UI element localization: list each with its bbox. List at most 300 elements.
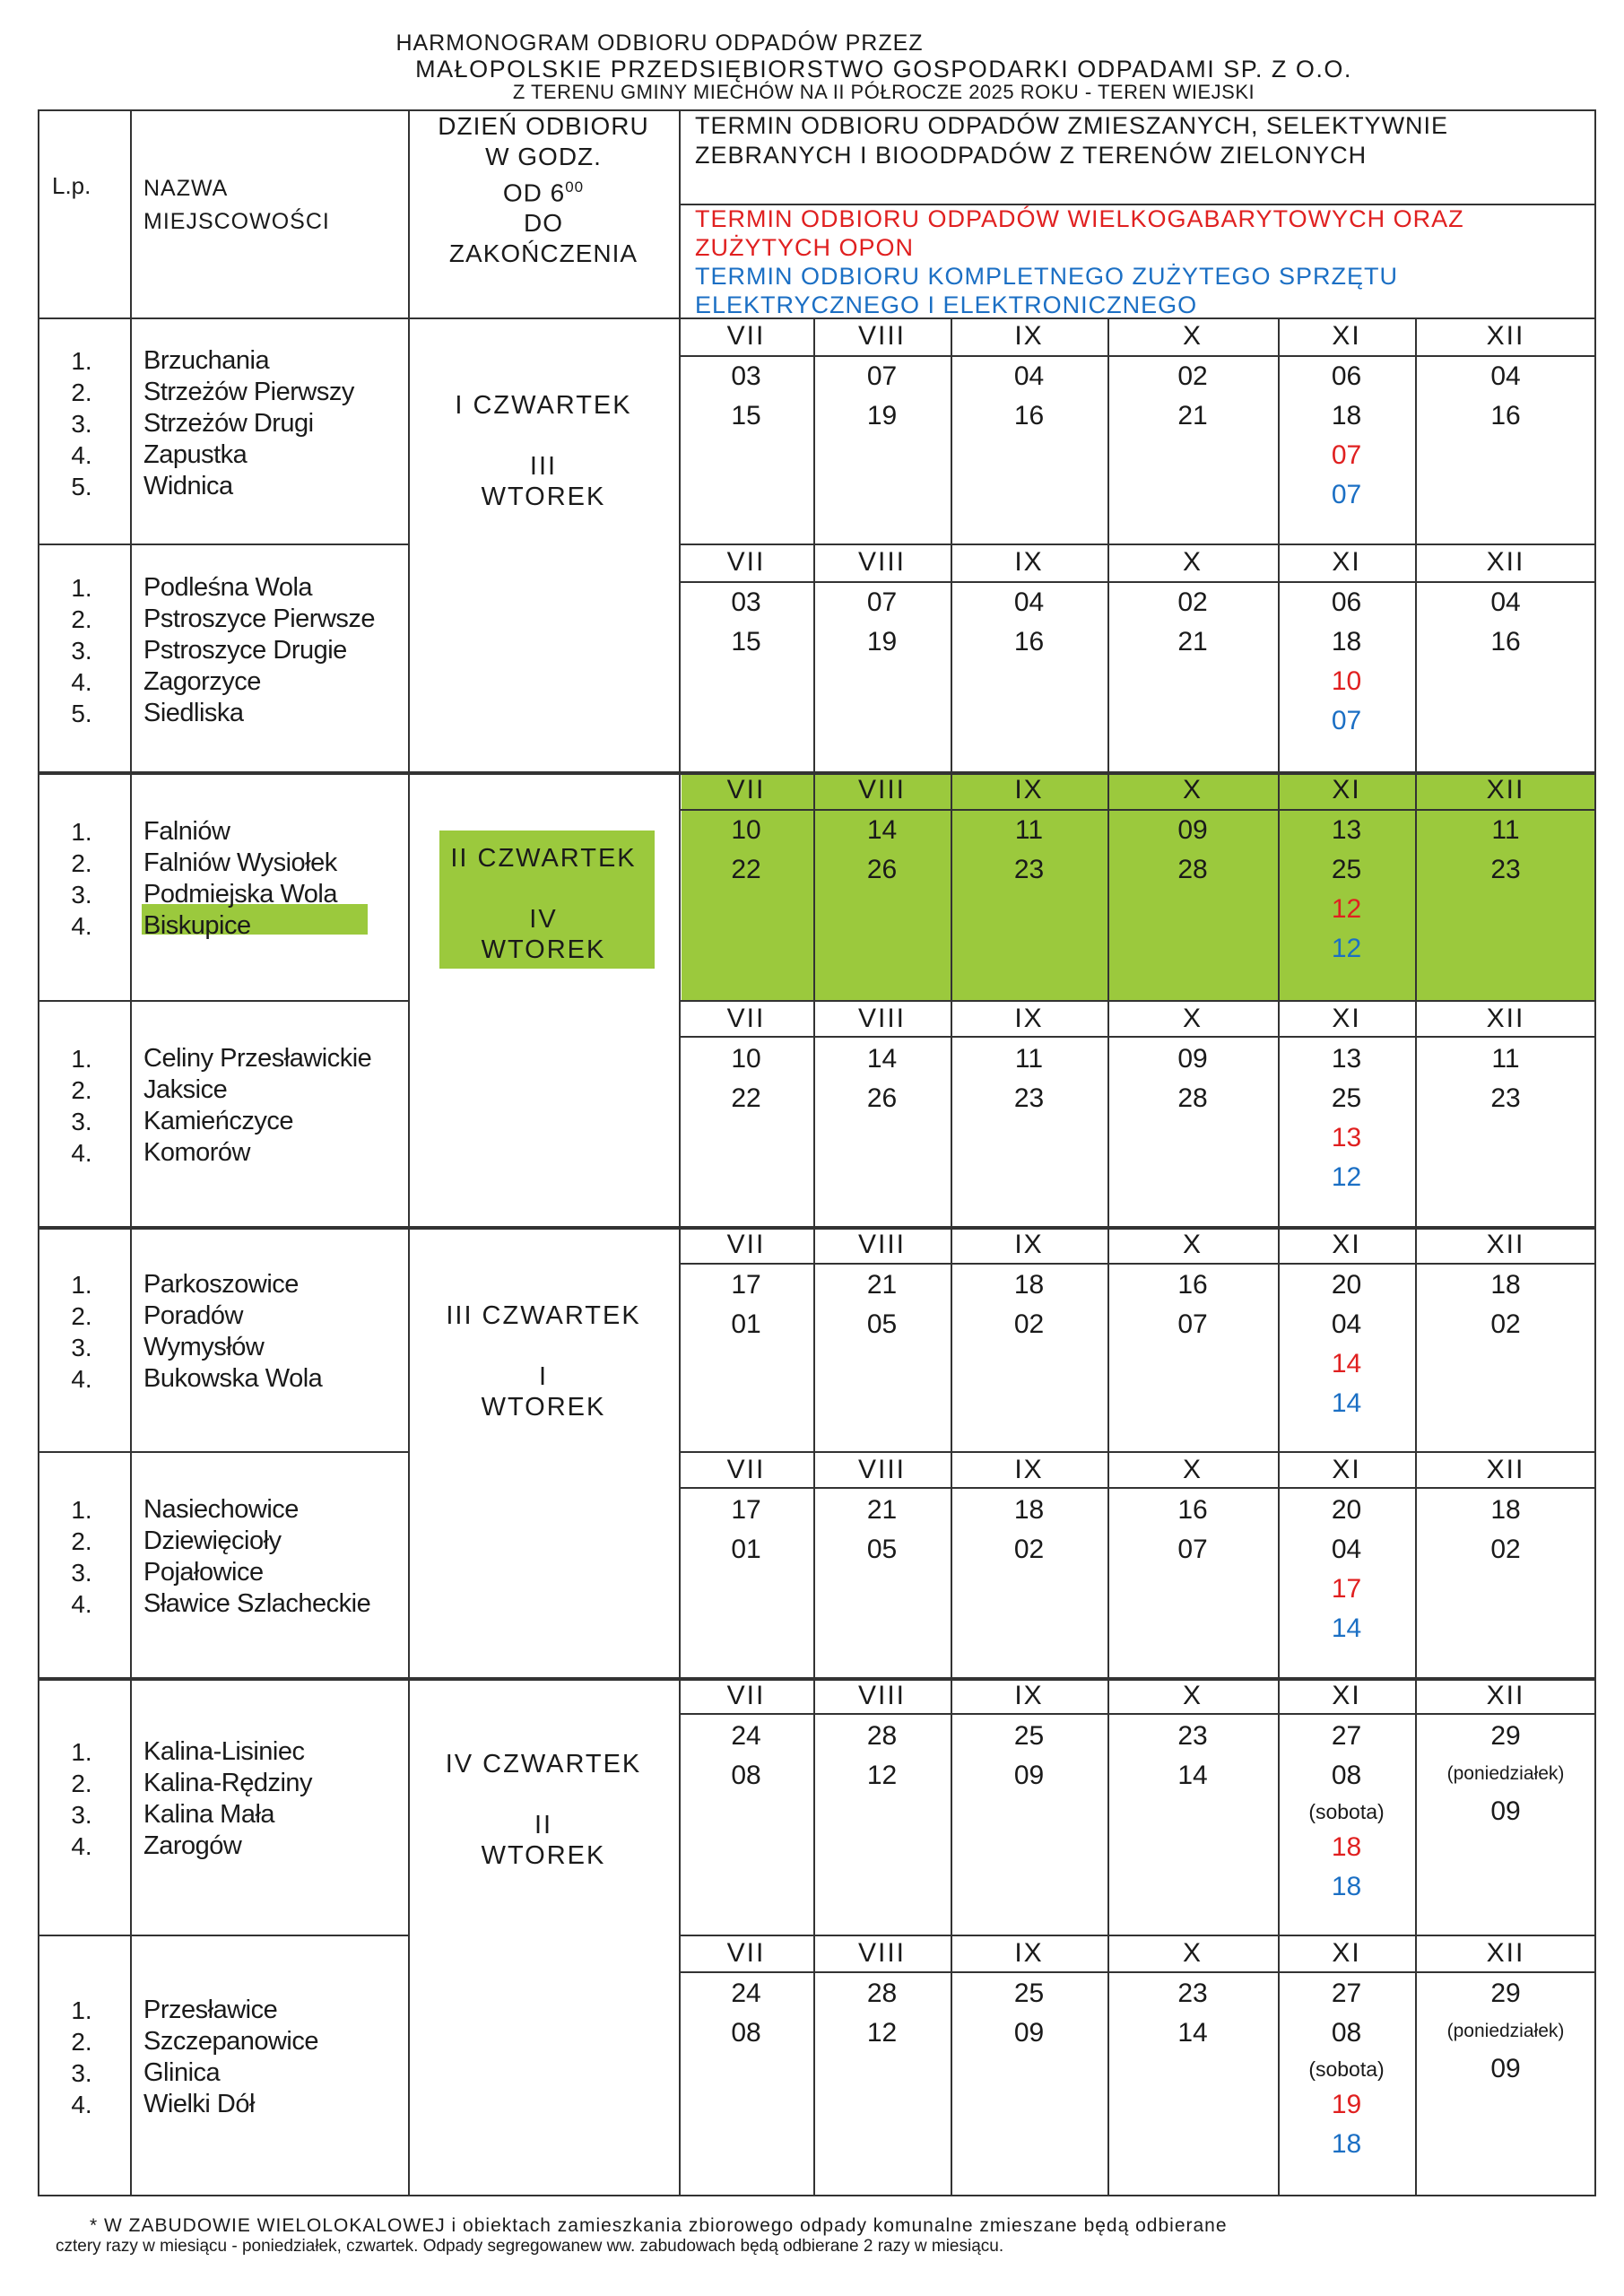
collection-date: 22	[731, 855, 761, 884]
collection-date: 07	[1177, 1535, 1208, 1564]
collection-date: 02	[1177, 361, 1208, 391]
row-number: 1.	[71, 1270, 92, 1299]
month-header: IX	[1014, 547, 1044, 577]
date-cell	[1278, 1491, 1415, 1648]
collection-date: 02	[1490, 1535, 1521, 1564]
bulky-waste-date: 17	[1331, 1574, 1362, 1604]
title-line-2: MAŁOPOLSKIE PRZEDSIĘBIORSTWO GOSPODARKI ODPADAMI SP. Z O.O.	[415, 56, 1352, 83]
pickup-day-day-1: IV CZWARTEK	[445, 1750, 642, 1779]
row-number: 4.	[71, 1831, 92, 1860]
header-day-3: OD $6^{00}$	[502, 178, 585, 207]
month-header: XII	[1486, 1230, 1525, 1259]
date-cell	[1107, 1039, 1278, 1118]
locality-name: Zarogów	[143, 1831, 242, 1860]
collection-date: 19	[866, 401, 898, 430]
date-cell	[951, 1039, 1107, 1118]
header-day-4: DO	[524, 209, 563, 238]
locality-name: Kalina-Rędziny	[143, 1768, 313, 1797]
bulky-waste-date: 18	[1331, 1832, 1362, 1862]
collection-date: 25	[1331, 855, 1362, 884]
row-numbers	[59, 1269, 104, 1395]
locality-name: Falniów	[143, 816, 230, 846]
collection-date: 23	[1490, 855, 1521, 884]
header-day	[408, 111, 679, 269]
header-name	[143, 172, 330, 239]
collection-date: 08	[1331, 2018, 1362, 2048]
collection-date: 02	[1177, 587, 1208, 617]
row-number: 1.	[71, 1737, 92, 1766]
collection-date: 28	[1177, 855, 1208, 884]
locality-name: Parkoszowice	[143, 1269, 299, 1299]
bulky-waste-date: 10	[1331, 666, 1362, 696]
weekday-note: (poniedziałek)	[1446, 2021, 1565, 2041]
row-number: 3.	[71, 880, 92, 909]
month-header: X	[1182, 1455, 1203, 1484]
row-numbers	[59, 816, 104, 942]
locality-name: Pstroszyce Drugie	[143, 635, 347, 665]
collection-date: 04	[1490, 587, 1521, 617]
collection-date: 28	[866, 1979, 898, 2008]
locality-list	[143, 1269, 322, 1395]
collection-date: 25	[1013, 1721, 1045, 1751]
collection-date: 06	[1331, 361, 1362, 391]
pickup-day-day-2: II	[534, 1811, 553, 1839]
locality-name: Podleśna Wola	[143, 572, 313, 602]
date-cell	[1107, 1491, 1278, 1570]
month-header: IX	[1014, 321, 1044, 351]
locality-name: Nasiechowice	[143, 1495, 299, 1524]
month-header: XII	[1486, 321, 1525, 351]
date-cell	[679, 1491, 813, 1570]
pickup-day-day-2: I	[538, 1362, 549, 1391]
collection-date: 11	[1491, 815, 1520, 845]
row-number: 3.	[71, 409, 92, 438]
month-header: VIII	[857, 547, 906, 577]
collection-date: 16	[1490, 627, 1521, 657]
month-header: XI	[1332, 1455, 1361, 1484]
collection-date: 01	[731, 1535, 761, 1564]
collection-date: 04	[1331, 1309, 1362, 1339]
electronics-waste-date: 14	[1331, 1388, 1362, 1418]
header-name-1: NAZWA	[143, 176, 229, 201]
row-number: 4.	[71, 911, 92, 940]
date-cell	[1415, 811, 1596, 890]
header-red-2: ZUŻYTYCH OPON	[695, 234, 915, 261]
collection-date: 23	[1490, 1083, 1521, 1113]
locality-name: Dziewięcioły	[143, 1526, 282, 1555]
row-number: 4.	[71, 667, 92, 696]
collection-date: 26	[866, 855, 898, 884]
pickup-day-day-2: III	[529, 452, 558, 481]
collection-date: 04	[1490, 361, 1521, 391]
collection-date: 09	[1013, 1761, 1045, 1790]
collection-date: 04	[1013, 361, 1045, 391]
date-cell	[1107, 583, 1278, 662]
header-red-1: TERMIN ODBIORU ODPADÓW WIELKOGABARYTOWYCH ORAZ	[695, 205, 1464, 232]
date-cell	[813, 1265, 951, 1344]
date-cell	[679, 811, 813, 890]
date-cell	[1278, 1717, 1415, 1907]
collection-date: 16	[1177, 1270, 1208, 1300]
collection-date: 23	[1177, 1979, 1208, 2008]
pickup-day-day-1: III CZWARTEK	[446, 1301, 641, 1330]
locality-name: Falniów Wysiołek	[143, 848, 337, 877]
row-number: 4.	[71, 1364, 92, 1393]
month-header: XI	[1332, 321, 1361, 351]
month-header: XII	[1486, 775, 1525, 804]
date-cell	[679, 583, 813, 662]
date-cell	[679, 1974, 813, 2053]
row-number: 5.	[71, 699, 92, 727]
header-name-2: MIEJSCOWOŚCI	[143, 209, 330, 234]
row-number: 4.	[71, 2091, 92, 2118]
electronics-waste-date: 18	[1331, 2129, 1362, 2159]
month-header: VIII	[857, 1681, 906, 1710]
collection-date: 18	[1331, 627, 1362, 657]
date-cell	[1278, 583, 1415, 741]
date-cell	[813, 1039, 951, 1118]
date-cell	[1415, 1974, 1596, 2089]
month-header: XI	[1332, 547, 1361, 577]
collection-date: 21	[866, 1270, 898, 1300]
title-line-1: HARMONOGRAM ODBIORU ODPADÓW PRZEZ	[395, 30, 924, 56]
date-cell	[679, 357, 813, 436]
date-cell	[1415, 357, 1596, 436]
locality-list	[143, 1043, 371, 1169]
pickup-day-group-3	[408, 1300, 679, 1422]
month-header: VII	[726, 775, 766, 804]
collection-date: 28	[866, 1721, 898, 1751]
footer-line-1: * W ZABUDOWIE WIELOLOKALOWEJ i obiektach zamieszkania zbiorowego odpady komunalne zmieszane będą odbierane	[90, 2215, 1228, 2236]
locality-list	[143, 1736, 312, 1862]
date-cell	[1107, 1974, 1278, 2053]
header-blue-2: ELEKTRYCZNEGO I ELEKTRONICZNEGO	[695, 291, 1198, 318]
locality-list	[143, 572, 375, 729]
locality-name: Kalina Mała	[143, 1799, 275, 1829]
header-blue-1: TERMIN ODBIORU KOMPLETNEGO ZUŻYTEGO SPRZĘTU	[695, 263, 1399, 290]
row-number: 3.	[71, 1333, 92, 1361]
date-cell	[1278, 357, 1415, 515]
locality-name: Glinica	[143, 2058, 221, 2087]
month-header: X	[1182, 1004, 1203, 1033]
collection-date: 26	[866, 1083, 898, 1113]
collection-date: 21	[1177, 627, 1208, 657]
collection-date: 08	[1331, 1761, 1362, 1790]
collection-date: 04	[1013, 587, 1045, 617]
collection-date: 19	[866, 627, 898, 657]
collection-date: 18	[1013, 1495, 1045, 1525]
header-blue-term	[695, 262, 1398, 319]
locality-name: Zapustka	[143, 439, 248, 469]
month-header: VII	[726, 547, 766, 577]
row-number: 2.	[71, 848, 92, 877]
pickup-day-day-3: WTOREK	[481, 483, 606, 511]
month-header: IX	[1014, 1681, 1044, 1710]
row-number: 1.	[71, 1045, 92, 1073]
electronics-waste-date: 14	[1331, 1613, 1362, 1643]
month-header: VII	[726, 1681, 766, 1710]
date-cell	[951, 1974, 1107, 2053]
collection-date: 25	[1331, 1083, 1362, 1113]
date-cell	[1415, 1491, 1596, 1570]
collection-date: 29	[1490, 1979, 1521, 2008]
row-numbers	[59, 1494, 104, 1620]
row-number: 3.	[71, 2059, 92, 2087]
header-lp: L.p.	[52, 172, 91, 199]
collection-date: 02	[1490, 1309, 1521, 1339]
collection-date: 22	[731, 1083, 761, 1113]
header-day-1: DZIEŃ ODBIORU	[438, 112, 649, 140]
date-cell	[813, 357, 951, 436]
month-header: X	[1182, 547, 1203, 577]
locality-name: Przesławice	[143, 1996, 278, 2024]
collection-date: 16	[1177, 1495, 1208, 1525]
collection-date: 17	[731, 1495, 761, 1525]
locality-list	[143, 816, 337, 942]
month-header: XII	[1486, 1004, 1525, 1033]
collection-date: 18	[1490, 1495, 1521, 1525]
collection-date: 20	[1331, 1270, 1362, 1300]
locality-name: Strzeżów Drugi	[143, 408, 314, 438]
date-cell	[813, 1974, 951, 2053]
row-number: 2.	[71, 378, 92, 406]
month-header: X	[1182, 321, 1203, 351]
month-header: IX	[1014, 1004, 1044, 1033]
date-cell	[1278, 1039, 1415, 1197]
date-cell	[1107, 1717, 1278, 1796]
header-day-2: W GODZ.	[485, 143, 602, 170]
pickup-day-group-2	[408, 843, 679, 965]
month-header: VII	[726, 1455, 766, 1484]
collection-date: 05	[866, 1309, 898, 1339]
collection-date: 16	[1013, 401, 1045, 430]
month-header: XI	[1332, 1938, 1361, 1968]
bulky-waste-date: 13	[1331, 1123, 1362, 1152]
header-term	[695, 111, 1448, 170]
date-cell	[1415, 1717, 1596, 1831]
collection-date: 24	[731, 1979, 761, 2008]
row-number: 1.	[71, 817, 92, 846]
month-header: VIII	[857, 1455, 906, 1484]
month-header: VIII	[857, 321, 906, 351]
row-number: 1.	[71, 1996, 92, 2024]
pickup-day-group-1	[408, 390, 679, 512]
row-number: 2.	[71, 1769, 92, 1797]
collection-date: 09	[1490, 1796, 1521, 1826]
locality-name: Widnica	[143, 471, 233, 500]
month-header: XI	[1332, 1004, 1361, 1033]
locality-name: Jaksice	[143, 1075, 228, 1104]
date-cell	[813, 811, 951, 890]
collection-date: 21	[1177, 401, 1208, 430]
collection-date: 12	[866, 1761, 898, 1790]
date-cell	[1107, 357, 1278, 436]
collection-date: 14	[1177, 2018, 1208, 2048]
row-numbers	[59, 345, 104, 502]
month-header: VII	[726, 321, 766, 351]
bulky-waste-date: 12	[1331, 894, 1362, 924]
collection-date: 11	[1491, 1044, 1520, 1074]
month-header: VII	[726, 1938, 766, 1968]
weekday-note: (sobota)	[1308, 2057, 1385, 2081]
row-number: 5.	[71, 472, 92, 500]
date-cell	[813, 1491, 951, 1570]
locality-name: Celiny Przesławickie	[143, 1044, 372, 1073]
collection-date: 14	[1177, 1761, 1208, 1790]
date-cell	[1415, 1265, 1596, 1344]
date-cell	[951, 1265, 1107, 1344]
pickup-day-day-3: WTOREK	[481, 1393, 606, 1422]
bulky-waste-date: 14	[1331, 1349, 1362, 1378]
row-number: 3.	[71, 1108, 92, 1135]
collection-date: 10	[731, 1044, 761, 1074]
title-line-3: Z TERENU GMINY MIECHÓW NA II PÓŁROCZE 2025 ROKU - TEREN WIEJSKI	[512, 81, 1255, 103]
locality-list	[143, 1995, 318, 2120]
collection-date: 12	[866, 2018, 898, 2048]
collection-date: 06	[1331, 587, 1362, 617]
collection-date: 07	[1177, 1309, 1208, 1339]
row-number: 2.	[71, 604, 92, 633]
collection-date: 16	[1490, 401, 1521, 430]
locality-list	[143, 1494, 370, 1620]
collection-date: 08	[731, 1761, 761, 1790]
collection-date: 20	[1331, 1495, 1362, 1525]
month-header: X	[1182, 1938, 1203, 1968]
header-term-1: TERMIN ODBIORU ODPADÓW ZMIESZANYCH, SELEKTYWNIE	[695, 112, 1449, 139]
locality-name: Sławice Szlacheckie	[143, 1589, 371, 1618]
footer-line-2: cztery razy w miesiącu - poniedziałek, czwartek. Odpady segregowanew ww. zabudowach będą odbierane 2 razy w miesiącu.	[56, 2237, 1004, 2256]
month-header: IX	[1014, 775, 1044, 804]
pickup-day-day-1: II CZWARTEK	[450, 844, 637, 873]
collection-date: 27	[1331, 1979, 1362, 2008]
month-header: XII	[1486, 1455, 1525, 1484]
month-header: VIII	[857, 1004, 906, 1033]
month-header: XI	[1332, 775, 1361, 804]
locality-name: Kamieńczyce	[143, 1107, 293, 1135]
month-header: VII	[726, 1230, 766, 1259]
electronics-waste-date: 18	[1331, 1872, 1362, 1901]
date-cell	[1107, 1265, 1278, 1344]
collection-date: 15	[731, 401, 761, 430]
weekday-note: (sobota)	[1308, 1800, 1385, 1823]
date-cell	[951, 811, 1107, 890]
collection-date: 16	[1013, 627, 1045, 657]
row-numbers	[59, 1043, 104, 1169]
row-numbers	[59, 1736, 104, 1862]
collection-date: 10	[731, 815, 761, 845]
collection-date: 15	[731, 627, 761, 657]
date-cell	[1415, 1039, 1596, 1118]
collection-date: 17	[731, 1270, 761, 1300]
collection-date: 14	[866, 815, 898, 845]
row-number: 4.	[71, 1590, 92, 1618]
month-header: IX	[1014, 1455, 1044, 1484]
date-cell	[1278, 1974, 1415, 2164]
date-cell	[1107, 811, 1278, 890]
bulky-waste-date: 07	[1331, 440, 1362, 470]
row-number: 4.	[71, 440, 92, 469]
electronics-waste-date: 12	[1331, 1162, 1362, 1192]
row-number: 2.	[71, 1301, 92, 1330]
date-cell	[679, 1717, 813, 1796]
date-cell	[1278, 1265, 1415, 1423]
collection-date: 25	[1013, 1979, 1045, 2008]
collection-date: 13	[1331, 815, 1362, 845]
collection-date: 11	[1014, 815, 1044, 845]
collection-date: 23	[1013, 1083, 1045, 1113]
collection-date: 04	[1331, 1535, 1362, 1564]
date-cell	[1415, 583, 1596, 662]
collection-date: 18	[1013, 1270, 1045, 1300]
locality-name: Poradów	[143, 1300, 243, 1330]
electronics-waste-date: 12	[1331, 934, 1362, 963]
month-header: XII	[1486, 1681, 1525, 1710]
month-header: X	[1182, 775, 1203, 804]
date-cell	[1278, 811, 1415, 969]
collection-date: 02	[1013, 1309, 1045, 1339]
collection-date: 03	[731, 361, 761, 391]
weekday-note: (poniedziałek)	[1446, 1763, 1565, 1784]
month-header: VIII	[857, 1938, 906, 1968]
pickup-day-day-2: IV	[529, 905, 558, 934]
date-cell	[951, 1491, 1107, 1570]
collection-date: 18	[1490, 1270, 1521, 1300]
locality-name: Pojałowice	[143, 1558, 264, 1587]
row-number: 2.	[71, 1527, 92, 1555]
header-red-term	[695, 204, 1464, 262]
collection-date: 14	[866, 1044, 898, 1074]
collection-date: 21	[866, 1495, 898, 1525]
collection-date: 07	[866, 587, 898, 617]
locality-list	[143, 345, 354, 502]
collection-date: 02	[1013, 1535, 1045, 1564]
locality-name: Zagorzyce	[143, 666, 261, 696]
collection-date: 27	[1331, 1721, 1362, 1751]
month-header: X	[1182, 1230, 1203, 1259]
month-header: IX	[1014, 1230, 1044, 1259]
row-number: 2.	[71, 1076, 92, 1104]
date-cell	[813, 583, 951, 662]
month-header: XI	[1332, 1230, 1361, 1259]
locality-name: Brzuchania	[143, 345, 270, 375]
date-cell	[679, 1039, 813, 1118]
row-numbers	[59, 1995, 104, 2120]
locality-name: Komorów	[143, 1138, 250, 1167]
row-number: 4.	[71, 1139, 92, 1167]
month-header: VIII	[857, 1230, 906, 1259]
month-header: XII	[1486, 547, 1525, 577]
collection-date: 07	[866, 361, 898, 391]
locality-name: Strzeżów Pierwszy	[143, 377, 354, 406]
collection-date: 18	[1331, 401, 1362, 430]
pickup-day-day-3: WTOREK	[481, 1841, 606, 1870]
collection-date: 24	[731, 1721, 761, 1751]
row-number: 1.	[71, 1496, 92, 1524]
locality-name: Pstroszyce Pierwsze	[143, 604, 376, 633]
collection-date: 08	[731, 2018, 761, 2048]
date-cell	[951, 1717, 1107, 1796]
row-numbers	[59, 572, 104, 729]
collection-date: 23	[1013, 855, 1045, 884]
locality-name: Kalina-Lisiniec	[143, 1736, 305, 1766]
collection-date: 28	[1177, 1083, 1208, 1113]
collection-date: 05	[866, 1535, 898, 1564]
header-day-5: ZAKOŃCZENIA	[448, 239, 638, 268]
bulky-waste-date: 19	[1331, 2090, 1362, 2119]
date-cell	[679, 1265, 813, 1344]
pickup-day-group-4	[408, 1749, 679, 1871]
locality-name: Podmiejska Wola	[143, 879, 338, 909]
